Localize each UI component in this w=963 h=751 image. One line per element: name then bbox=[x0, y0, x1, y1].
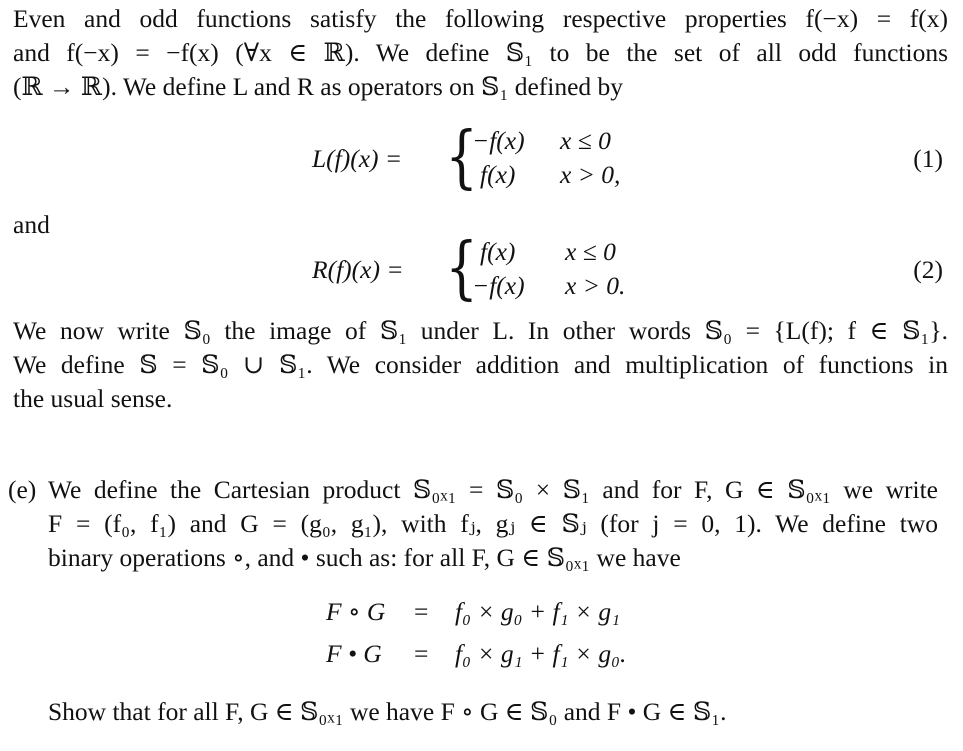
op-row2-rhs: f₀ × g₁ + f₁ × g₀. bbox=[455, 639, 627, 668]
eq1-case2-expr: f(x) bbox=[480, 160, 516, 189]
after-line-1: We now write 𝕊₀ the image of 𝕊₁ under L. In other words 𝕊₀ = {L(f); f ∈ 𝕊₁}. bbox=[13, 316, 948, 345]
part-e-label: (e) bbox=[8, 475, 37, 504]
eq2-number: (2) bbox=[913, 255, 943, 284]
after-paragraph bbox=[13, 314, 948, 416]
eq1-lhs: L(f)(x) = bbox=[312, 144, 403, 173]
part-e-line-3: binary operations ∘, and • such as: for all F, G ∈ 𝕊₀ₓ₁ we have bbox=[48, 543, 681, 572]
after-line-3: the usual sense. bbox=[13, 384, 173, 413]
eq2-case1-cond: x ≤ 0 bbox=[565, 237, 616, 266]
op-row2-eq: = bbox=[414, 639, 429, 668]
eq1-case1-cond: x ≤ 0 bbox=[560, 126, 611, 155]
eq2-lhs: R(f)(x) = bbox=[312, 255, 404, 284]
eq1-case1-expr: −f(x) bbox=[472, 126, 525, 155]
final-line: Show that for all F, G ∈ 𝕊₀ₓ₁ we have F ∘ G ∈ 𝕊₀ and F • G ∈ 𝕊₁. bbox=[48, 697, 727, 726]
intro-line-3: (ℝ → ℝ). We define L and R as operators on 𝕊₁ defined by bbox=[13, 72, 624, 101]
and-word: and bbox=[13, 210, 50, 239]
intro-line-1: Even and odd functions satisfy the following respective properties f(−x) = f(x) bbox=[13, 4, 948, 33]
eq1-brace: { bbox=[445, 118, 478, 197]
part-e-line-2: F = (f₀, f₁) and G = (g₀, g₁), with fⱼ, gⱼ ∈ 𝕊ⱼ (for j = 0, 1). We define two bbox=[48, 509, 938, 538]
part-e-paragraph bbox=[48, 473, 938, 575]
intro-paragraph bbox=[13, 2, 948, 104]
op-row1-rhs: f₀ × g₀ + f₁ × g₁ bbox=[455, 597, 621, 626]
after-line-2: We define 𝕊 = 𝕊₀ ∪ 𝕊₁. We consider addition and multiplication of functions in bbox=[13, 350, 948, 379]
eq2-case2-cond: x > 0. bbox=[565, 271, 626, 300]
op-row1-lhs: F ∘ G bbox=[326, 597, 386, 626]
op-row2-lhs: F • G bbox=[326, 639, 382, 668]
eq1-number: (1) bbox=[913, 144, 943, 173]
part-e-line-1: We define the Cartesian product 𝕊₀ₓ₁ = 𝕊₀ × 𝕊₁ and for F, G ∈ 𝕊₀ₓ₁ we write bbox=[48, 475, 938, 504]
eq2-case1-expr: f(x) bbox=[480, 237, 516, 266]
eq2-case2-expr: −f(x) bbox=[472, 271, 525, 300]
eq1-case2-cond: x > 0, bbox=[560, 160, 621, 189]
intro-line-2: and f(−x) = −f(x) (∀x ∈ ℝ). We define 𝕊₁ to be the set of all odd functions bbox=[13, 38, 948, 67]
eq2-brace: { bbox=[445, 229, 478, 308]
op-row1-eq: = bbox=[414, 597, 429, 626]
